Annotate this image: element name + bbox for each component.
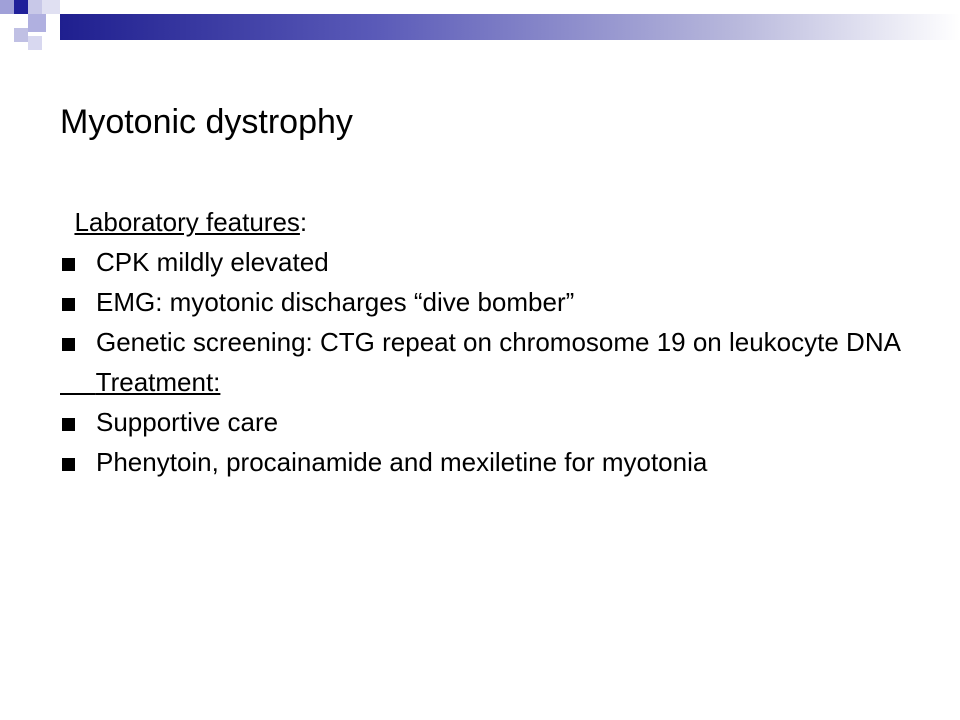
header-square [0,0,14,14]
bullet-text: Phenytoin, procainamide and mexiletine for myotonia [96,447,708,477]
header-square [0,18,14,32]
bullet-item [60,446,920,479]
bullet-item [60,286,920,319]
bullet-text: Genetic screening: CTG repeat on chromosome 19 on leukocyte DNA [96,327,901,357]
bullet-text: Supportive care [96,407,279,437]
bullet-item [60,406,920,439]
header-square [28,0,42,14]
section-heading-treatment [60,366,920,399]
header-square [14,0,28,14]
header-square [28,36,42,50]
bullet-text: EMG: myotonic discharges “dive bomber” [96,287,575,317]
section-heading-laboratory [60,206,920,239]
bullet-item [60,326,920,359]
bullet-item [60,246,920,279]
heading-indent [60,367,96,397]
slide-title: Myotonic dystrophy [60,103,353,141]
heading-text: Treatment: [95,367,221,397]
header-square [14,28,28,42]
header-gradient-bar [60,14,960,40]
bullet-text: CPK mildly elevated [96,247,329,277]
slide-body [60,206,920,486]
heading-colon: : [299,207,308,237]
heading-text: Laboratory features [74,207,300,237]
heading-indent [60,207,74,237]
header-square [42,0,60,14]
header-square [28,14,46,32]
header-square [14,14,28,28]
